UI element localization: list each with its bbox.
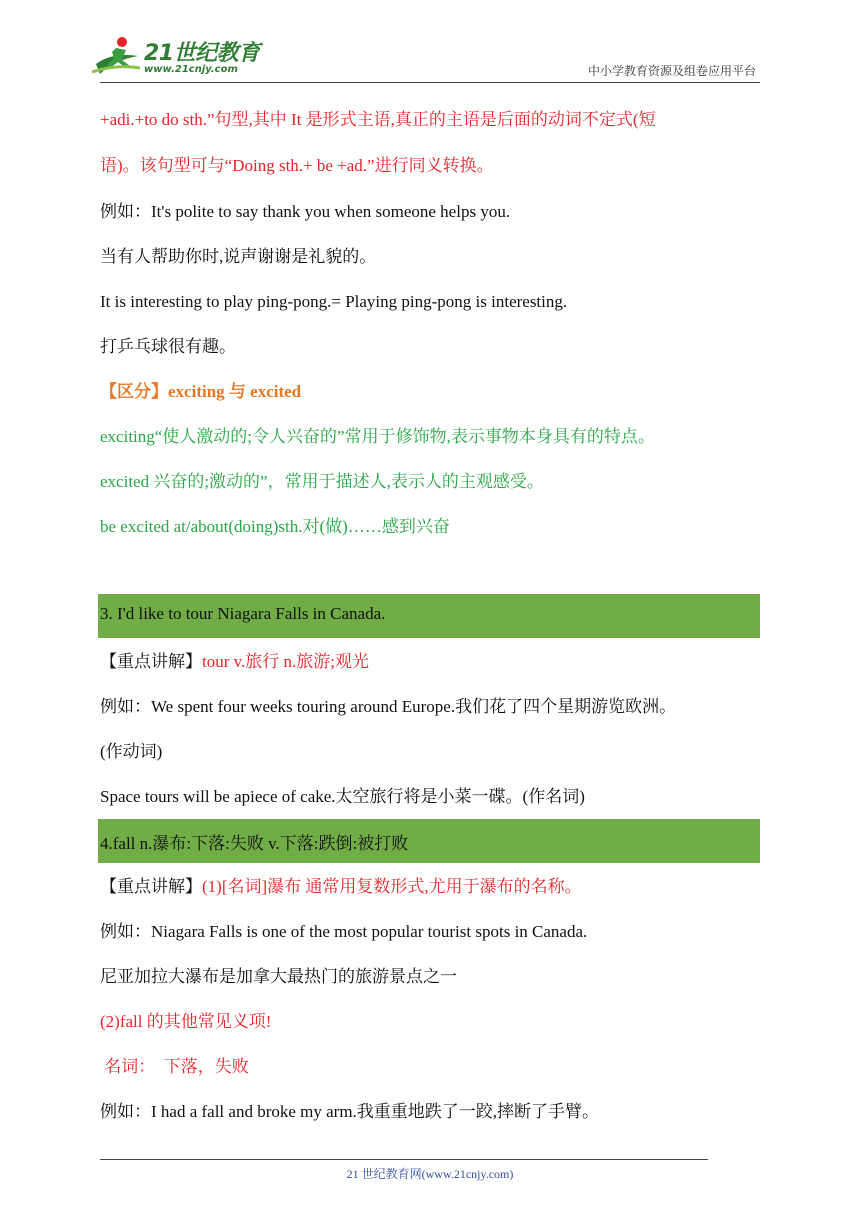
key-point-label: 【重点讲解】 <box>100 652 202 671</box>
key-point-text: (1)[名词]瀑布 通常用复数形式,尤用于瀑布的名称。 <box>202 877 582 896</box>
site-logo[interactable] <box>92 34 262 82</box>
footer-divider <box>100 1159 708 1160</box>
key-point-line <box>100 875 780 899</box>
logo-text: 21世纪教育 <box>144 41 260 66</box>
header-divider <box>100 82 760 83</box>
key-point-line <box>100 650 780 674</box>
distinction-heading: 【区分】exciting 与 excited <box>100 382 302 401</box>
example-line: It is interesting to play ping-pong.= Playing ping-pong is interesting. <box>100 292 568 311</box>
page-header <box>0 0 860 90</box>
runner-logo-icon <box>92 34 142 80</box>
section-heading: 4.fall n.瀑布:下落:失败 v.下落:跌倒:被打败 <box>100 834 409 853</box>
text-line: +adi.+to do sth.”句型,其中 It 是形式主语,真正的主语是后面的动词不定式(短 <box>100 110 656 129</box>
noun-meaning-line: 名词： 下落，失败 <box>100 1057 249 1076</box>
translation-line: 打乒乓球很有趣。 <box>100 337 236 356</box>
example-line: 例如：I had a fall and broke my arm.我重重地跌了一跤,摔断了手臂。 <box>100 1102 600 1121</box>
section-heading: 3. I'd like to tour Niagara Falls in Canada. <box>100 604 386 623</box>
key-point-label: 【重点讲解】 <box>100 877 202 896</box>
note-line: (作动词) <box>100 742 163 761</box>
subheading-line: (2)fall 的其他常见义项! <box>100 1012 272 1031</box>
example-line: 例如：We spent four weeks touring around Europe.我们花了四个星期游览欧洲。 <box>100 697 677 716</box>
definition-line: exciting“使人激动的;令人兴奋的”常用于修饰物,表示事物本身具有的特点。 <box>100 427 655 446</box>
section-heading-band <box>98 594 760 638</box>
key-point-text: tour v.旅行 n.旅游;观光 <box>202 652 370 671</box>
page-footer: 21 世纪教育网(www.21cnjy.com) <box>346 1167 514 1181</box>
example-line: Space tours will be apiece of cake.太空旅行将是小菜一碟。(作名词) <box>100 787 585 806</box>
logo-url: www.21cnjy.com <box>144 64 238 75</box>
phrase-line: be excited at/about(doing)sth.对(做)……感到兴奋 <box>100 517 450 536</box>
section-heading-band <box>98 819 760 863</box>
example-line: 例如：It's polite to say thank you when someone helps you. <box>100 202 511 221</box>
translation-line: 当有人帮助你时,说声谢谢是礼貌的。 <box>100 247 377 266</box>
definition-line: excited 兴奋的;激动的”，常用于描述人,表示人的主观感受。 <box>100 472 544 491</box>
platform-name: 中小学教育资源及组卷应用平台 <box>587 64 756 78</box>
example-line: 例如：Niagara Falls is one of the most popular tourist spots in Canada. <box>100 922 588 941</box>
translation-line: 尼亚加拉大瀑布是加拿大最热门的旅游景点之一 <box>100 967 457 986</box>
text-line: 语)。该句型可与“Doing sth.+ be +ad.”进行同义转换。 <box>100 156 494 175</box>
